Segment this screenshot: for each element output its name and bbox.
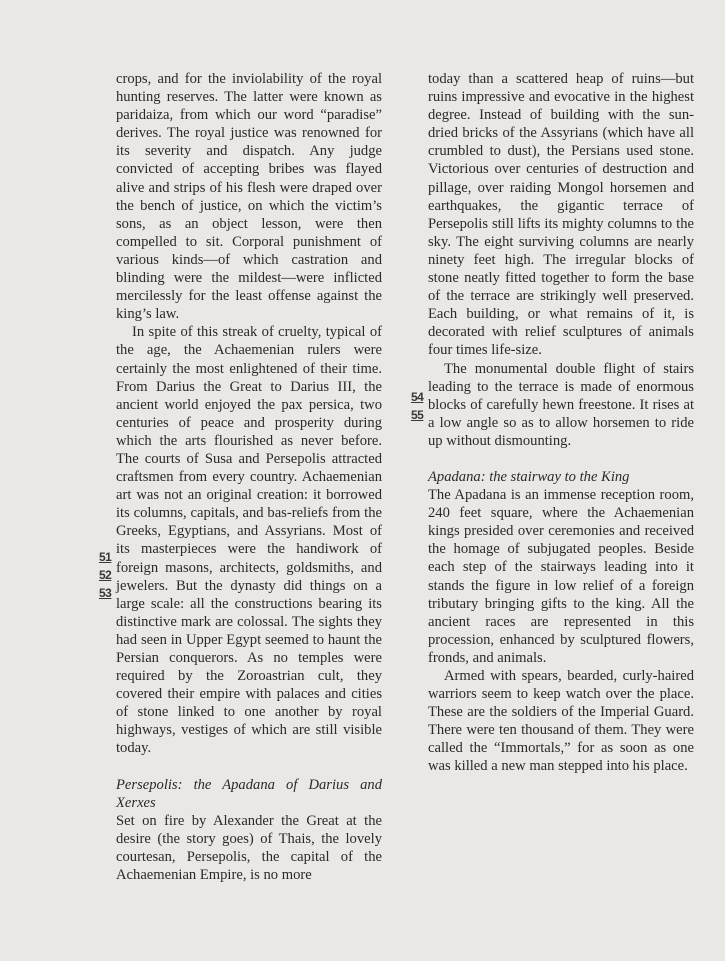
paragraph-royal-justice: crops, and for the inviolability of the royal hunting reserves. The latter were known as paridaiza, from which our word “paradise” derives. The royal justice was renowned for its severity and dispatch. Any judge convicted of accepting bribes was flayed alive and strips of his flesh were draped over the bench of justice, on which the victim’s sons, as an object lesson, were then compelled to sit. Corporal punishment of various kinds—of which castration and blinding were the mildest—were inflicted mercilessly for the least offense against the king’s law. [116, 71, 382, 323]
paragraph-apadana-room: The Apadana is an immense reception room, 240 feet square, where the Achaemenian kings presided over ceremonies and received the homage of subjugated peoples. Beside each step of the stairways leading into it stands the figure in low relief of a foreign tributary bringing gifts to the king. All the ancient races are represented in this procession, enhanced by sculptured flowers, fronds, and animals. [428, 487, 694, 666]
section-gap [428, 450, 694, 468]
paragraph-achaemenian-art: In spite of this streak of cruelty, typical of the age, the Achaemenian rulers were certainly the most enlightened of their time. From Darius the Great to Darius III, the ancient world enjoyed the pax persica, two centuries of peace and prosperity during which the arts flourished as never before. The courts of Susa and Persepolis attracted craftsmen from every country. Achaemenian art was not an original creation: it borrowed its columns, capitals, and bas-reliefs from the Greeks, Egyptians, and Assyrians. Most of its masterpieces were the handiwork of foreign masons, architects, goldsmiths, and jewelers. But the dynasty did things on a large scale: all the constructions bearing its distinctive mark are colossal. The sights they had seen in Upper Egypt seemed to haunt the Persian conquerors. As no temples were required by the Zoroastrian cult, they covered their empire with palaces and cities of stone linked to one another by royal highways, vestiges of which are still visible today. [116, 324, 382, 757]
plate-ref: 55 [411, 408, 424, 423]
paragraph-persepolis-fire: Set on fire by Alexander the Great at the desire (the story goes) of Thais, the lovely courtesan, Persepolis, the capital of the Achaemenian Empire, is no more [116, 812, 382, 884]
plate-ref: 53 [99, 586, 112, 601]
section-heading-apadana: Apadana: the stairway to the King [428, 468, 630, 485]
plate-references-right [411, 388, 423, 424]
paragraph-ruins: today than a scattered heap of ruins—but ruins impressive and evocative in the highest degree. Instead of building with the sun-dried bricks of the Assyrians (which have all crumbled to dust), the Persians used stone. Victorious over centuries of destruction and pillage, over raiding Mongol horsemen and earthquakes, the gigantic terrace of Persepolis still lifts its mighty columns to the sky. The eight surviving columns are nearly ninety feet high. The irregular blocks of stone neatly fitted together to form the base of the terrace are strikingly well preserved. Each building, or what remains of it, is decorated with relief sculptures of animals four times life-size. [428, 71, 694, 359]
paragraph-stairs: The monumental double flight of stairs leading to the terrace is made of enormous blocks of carefully hewn freestone. It rises at a low angle so as to allow horsemen to ride up without dismounting. [428, 360, 694, 449]
plate-ref: 51 [99, 550, 112, 564]
right-text-column [428, 70, 694, 776]
plate-ref: 54 [411, 390, 424, 404]
left-text-column [116, 70, 382, 884]
paragraph-immortals: Armed with spears, bearded, curly-haired warriors seem to keep watch over the place. These are the soldiers of the Imperial Guard. There were ten thousand of them. They were called the “Immortals,” for as soon as one was killed a new man stepped into his place. [428, 668, 694, 775]
section-heading-persepolis: Persepolis: the Apadana of Darius and Xerxes [116, 776, 382, 811]
plate-references-left [99, 548, 111, 602]
plate-ref: 52 [99, 568, 112, 583]
section-gap [116, 758, 382, 776]
